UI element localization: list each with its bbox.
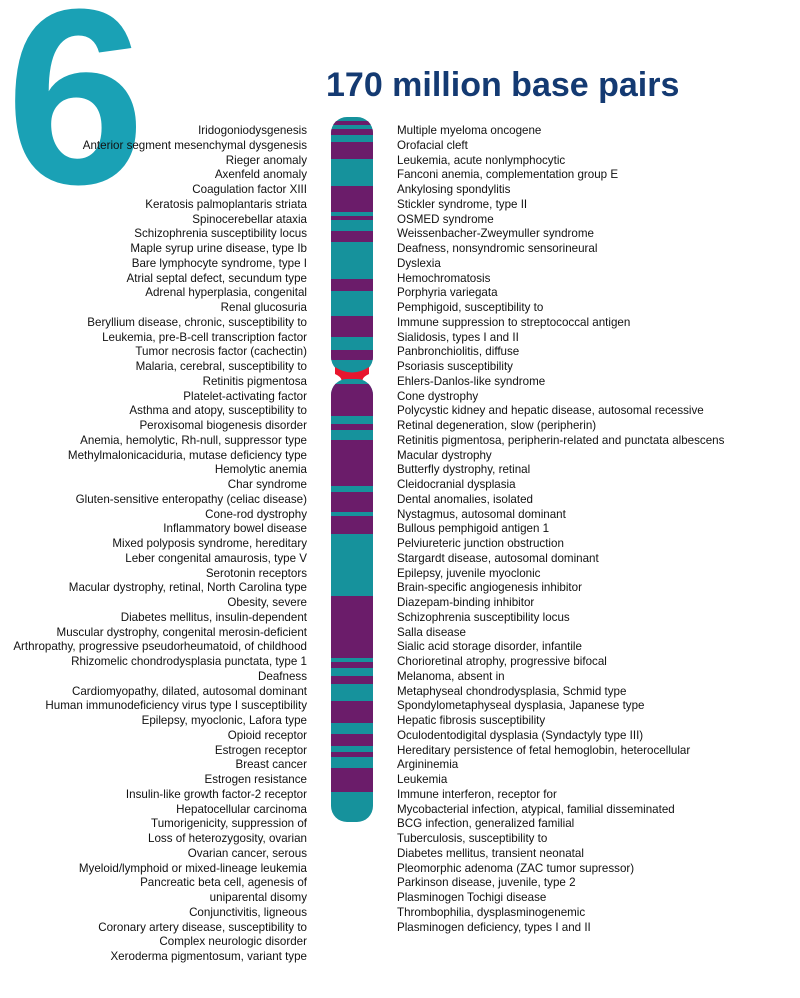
band	[330, 129, 374, 135]
gene-label: Weissenbacher-Zweymuller syndrome	[397, 227, 594, 241]
gene-label: Hepatic fibrosis susceptibility	[397, 714, 546, 727]
gene-label: Psoriasis susceptibility	[397, 360, 513, 373]
gene-label: Parkinson disease, juvenile, type 2	[397, 876, 576, 890]
gene-label: Pelviureteric junction obstruction	[397, 537, 564, 550]
gene-label: Schizophrenia susceptibility locus	[397, 610, 570, 624]
gene-label: Diabetes mellitus, insulin-dependent	[120, 610, 307, 624]
gene-label: Multiple myeloma oncogene	[397, 124, 542, 137]
gene-label: OSMED syndrome	[397, 212, 494, 226]
gene-label: Renal glucosuria	[220, 301, 307, 314]
band	[330, 768, 374, 792]
gene-label: Stickler syndrome, type II	[397, 197, 528, 211]
gene-label: Retinitis pigmentosa, peripherin-related and punctata albescens	[397, 433, 725, 447]
gene-label: Adrenal hyperplasia, congenital	[145, 286, 307, 300]
chromosome-ideogram	[330, 116, 374, 824]
gene-label: Diabetes mellitus, transient neonatal	[397, 846, 584, 860]
gene-label: Tuberculosis, susceptibility to	[397, 832, 548, 845]
gene-label: Leber congenital amaurosis, type V	[125, 551, 307, 565]
gene-label: Panbronchiolitis, diffuse	[397, 345, 520, 359]
gene-label: Sialidosis, types I and II	[397, 330, 519, 344]
gene-label: Spondylometaphyseal dysplasia, Japanese type	[397, 699, 645, 713]
band	[330, 186, 374, 212]
gene-label: Peroxisomal biogenesis disorder	[139, 419, 307, 432]
band	[330, 121, 374, 125]
gene-label: Anterior segment mesenchymal dysgenesis	[82, 138, 307, 152]
gene-label: Arthropathy, progressive pseudorheumatoid, of childhood	[13, 640, 307, 654]
gene-label: Diazepam-binding inhibitor	[397, 596, 535, 609]
gene-label: Immune suppression to streptococcal antigen	[397, 315, 631, 329]
band	[330, 440, 374, 486]
gene-label: Opioid receptor	[227, 728, 307, 742]
gene-label: Thrombophilia, dysplasminogenemic	[397, 905, 586, 919]
gene-label: Estrogen receptor	[214, 743, 307, 757]
chromosome-number: 6	[6, 0, 140, 236]
gene-label: Inflammatory bowel disease	[163, 522, 307, 536]
gene-label: Methylmalonicaciduria, mutase deficiency type	[67, 448, 307, 462]
gene-label: Cone-rod dystrophy	[205, 507, 307, 521]
band	[330, 350, 374, 360]
gene-label: Bare lymphocyte syndrome, type I	[131, 256, 307, 270]
gene-label: Platelet-activating factor	[183, 389, 307, 403]
gene-label: Retinal degeneration, slow (peripherin)	[397, 419, 597, 432]
gene-label: Maple syrup urine disease, type Ib	[130, 242, 307, 255]
band	[330, 734, 374, 746]
gene-label: Gluten-sensitive enteropathy (celiac disease)	[75, 492, 307, 506]
gene-label: Deafness, nonsyndromic sensorineural	[397, 242, 598, 255]
gene-label: Xeroderma pigmentosum, variant type	[110, 950, 307, 963]
left-gene-list	[13, 124, 307, 965]
gene-label: Orofacial cleft	[397, 138, 468, 152]
band	[330, 516, 374, 534]
gene-label: Spinocerebellar ataxia	[192, 212, 307, 226]
gene-label: Fanconi anemia, complementation group E	[397, 168, 619, 182]
gene-label: Leukemia, acute nonlymphocytic	[397, 153, 566, 167]
gene-label: Oculodentodigital dysplasia (Syndactyly type III)	[397, 728, 644, 742]
gene-label: Char syndrome	[227, 478, 307, 491]
gene-label: Polycystic kidney and hepatic disease, autosomal recessive	[397, 404, 704, 418]
gene-label: Myeloid/lymphoid or mixed-lineage leukemia	[78, 861, 307, 875]
gene-label: Dental anomalies, isolated	[397, 492, 533, 506]
gene-label: Bullous pemphigoid antigen 1	[397, 522, 550, 536]
gene-label: Melanoma, absent in	[397, 669, 505, 683]
gene-label: Tumor necrosis factor (cachectin)	[135, 345, 307, 359]
gene-label: Retinitis pigmentosa	[202, 374, 307, 388]
band	[330, 316, 374, 337]
gene-label: Asthma and atopy, susceptibility to	[129, 404, 307, 418]
gene-label: BCG infection, generalized familial	[397, 817, 575, 831]
gene-label: Hepatocellular carcinoma	[176, 802, 307, 816]
gene-label: Dyslexia	[397, 256, 441, 270]
gene-label: Axenfeld anomaly	[214, 168, 307, 182]
band	[330, 492, 374, 512]
gene-label: Mycobacterial infection, atypical, familial disseminated	[397, 802, 675, 816]
gene-label: Insulin-like growth factor-2 receptor	[125, 787, 307, 801]
gene-label: Muscular dystrophy, congenital merosin-deficient	[56, 625, 307, 639]
gene-label: Stargardt disease, autosomal dominant	[397, 551, 599, 565]
gene-label: Argininemia	[397, 758, 459, 772]
gene-label: Rieger anomaly	[225, 153, 307, 167]
right-gene-list	[397, 124, 724, 935]
gene-label: Cone dystrophy	[397, 389, 479, 403]
gene-label: Plasminogen Tochigi disease	[397, 891, 547, 904]
gene-label: Macular dystrophy, retinal, North Carolina type	[68, 581, 307, 595]
band	[330, 216, 374, 220]
gene-label: Metaphyseal chondrodysplasia, Schmid type	[397, 684, 627, 698]
gene-label: Pancreatic beta cell, agenesis of	[140, 876, 307, 890]
gene-label: Coronary artery disease, susceptibility to	[98, 920, 307, 934]
gene-label: Sialic acid storage disorder, infantile	[397, 640, 582, 654]
band	[330, 701, 374, 723]
gene-label: Coagulation factor XIII	[192, 183, 307, 196]
band	[330, 231, 374, 242]
gene-label: Pemphigoid, susceptibility to	[397, 301, 544, 314]
gene-label: Deafness	[258, 669, 307, 683]
gene-label: Immune interferon, receptor for	[397, 787, 557, 801]
gene-label: Salla disease	[397, 625, 466, 639]
gene-label: Epilepsy, juvenile myoclonic	[397, 566, 541, 580]
gene-label: Cleidocranial dysplasia	[397, 478, 516, 491]
band	[330, 752, 374, 757]
gene-label: Plasminogen deficiency, types I and II	[397, 920, 591, 934]
gene-label: Loss of heterozygosity, ovarian	[148, 832, 307, 845]
gene-label: Hemochromatosis	[397, 271, 491, 285]
gene-label: Chorioretinal atrophy, progressive bifocal	[397, 655, 607, 668]
gene-label: Rhizomelic chondrodysplasia punctata, type 1	[71, 655, 307, 668]
gene-label: Leukemia, pre-B-cell transcription factor	[102, 330, 307, 344]
gene-label: uniparental disomy	[209, 891, 307, 904]
gene-label: Keratosis palmoplantaris striata	[145, 197, 307, 211]
band	[330, 676, 374, 684]
gene-label: Nystagmus, autosomal dominant	[397, 507, 566, 521]
band	[330, 279, 374, 291]
gene-label: Ankylosing spondylitis	[397, 183, 511, 196]
gene-label: Mixed polyposis syndrome, hereditary	[112, 537, 307, 550]
gene-label: Ovarian cancer, serous	[187, 846, 307, 860]
gene-label: Schizophrenia susceptibility locus	[134, 227, 307, 241]
gene-label: Leukemia	[397, 773, 448, 786]
gene-label: Brain-specific angiogenesis inhibitor	[397, 581, 582, 595]
gene-label: Conjunctivitis, ligneous	[189, 905, 307, 919]
gene-label: Ehlers-Danlos-like syndrome	[397, 374, 546, 388]
band	[330, 384, 374, 416]
gene-label: Pleomorphic adenoma (ZAC tumor supressor)	[397, 861, 635, 875]
gene-label: Estrogen resistance	[204, 773, 307, 786]
gene-label: Iridogoniodysgenesis	[198, 124, 307, 137]
gene-label: Hemolytic anemia	[214, 463, 307, 477]
gene-label: Cardiomyopathy, dilated, autosomal dominant	[71, 684, 307, 698]
gene-label: Breast cancer	[235, 758, 307, 772]
band	[330, 424, 374, 430]
band	[330, 596, 374, 658]
band	[330, 662, 374, 668]
gene-label: Hereditary persistence of fetal hemoglobin, heterocellular	[397, 743, 691, 757]
gene-label: Serotonin receptors	[205, 566, 307, 580]
gene-label: Butterfly dystrophy, retinal	[397, 463, 531, 477]
gene-label: Epilepsy, myoclonic, Lafora type	[141, 714, 307, 727]
gene-label: Obesity, severe	[227, 596, 307, 609]
gene-label: Complex neurologic disorder	[159, 935, 307, 949]
page-title: 170 million base pairs	[326, 66, 680, 104]
gene-label: Porphyria variegata	[397, 286, 498, 300]
gene-label: Macular dystrophy	[397, 448, 492, 462]
gene-label: Anemia, hemolytic, Rh-null, suppressor type	[80, 433, 307, 447]
gene-label: Human immunodeficiency virus type I susceptibility	[45, 699, 307, 713]
gene-label: Malaria, cerebral, susceptibility to	[135, 360, 307, 373]
gene-label: Atrial septal defect, secundum type	[126, 271, 307, 285]
gene-label: Tumorigenicity, suppression of	[151, 817, 307, 831]
band	[330, 142, 374, 159]
gene-label: Beryllium disease, chronic, susceptibility to	[87, 315, 307, 329]
